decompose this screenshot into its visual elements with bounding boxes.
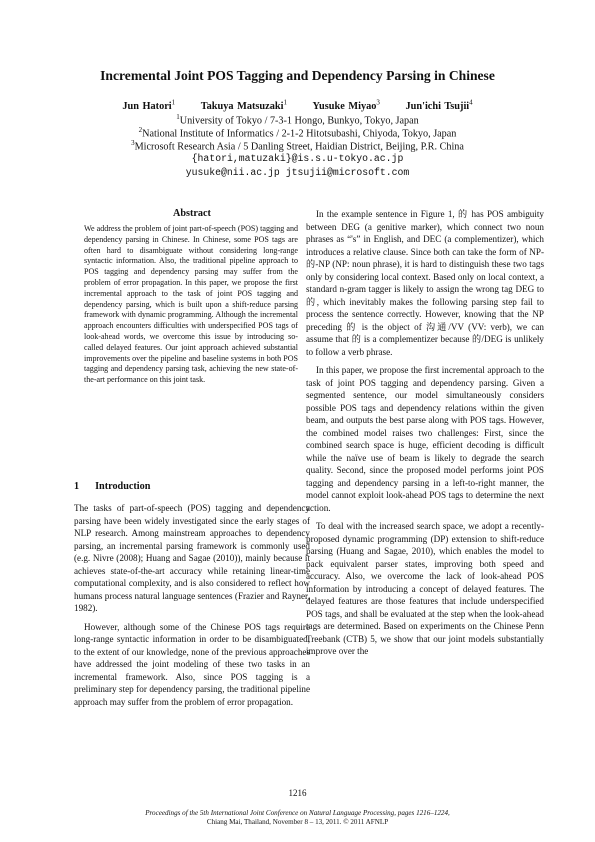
- page-number: 1216: [288, 788, 307, 798]
- abstract-heading: Abstract: [173, 208, 211, 219]
- paragraph: However, although some of the Chinese POS tags require long-range syntactic information in order to be disambiguated, to the extent of our knowledge, none of the previous approaches have addressed the joint modeling of these two tasks in an incremental framework. Also, since POS tagging is a preliminary step for dependency parsing, the traditional pipeline approach may suffer from the problem of error propagation.: [74, 621, 310, 707]
- proceedings-footer: [0, 809, 595, 827]
- paper-title: Incremental Joint POS Tagging and Dependency Parsing in Chinese: [100, 68, 495, 83]
- author: Jun Hatori$^1$: [122, 99, 176, 113]
- paragraph: In this paper, we propose the first incremental approach to the task of joint POS tagging and dependency parsing. Given a segmented sentence, our model simultaneously considers possible POS tags and dependency relations within the given beam, and outputs the best parse along with POS tags. However, the combined model raises two challenges: First, since the combined search space is huge, efficient decoding is difficult while the naïve use of beam is likely to degrade the search quality. Second, since the proposed model performs joint POS tagging and dependency parsing in a left-to-right manner, the model cannot exploit look-ahead POS tags to determine the next action.: [306, 365, 544, 513]
- paragraph: In the example sentence in Figure 1, 的 has POS ambiguity between DEG (a genitive marker), which connect two noun phrases as “'s” in English, and DEC (a complementizer), which introduces a relative clause. Since both can take the form of NP-的-NP (NP: noun phrase), it is hard to distinguish these two tags only by considering local context. Based only on local context, a standard n-gram tagger is likely to assign the wrong tag DEG to 的, which inevitably makes the following parsing step fail to process the sentence correctly. However, knowing that the NP preceding 的 is the object of 沟通/VV (VV: verb), we can assume that 的 is a complementizer because 的/DEG is unlikely to follow a verb phrase.: [306, 209, 544, 357]
- email-line: {hatori,matuzaki}@is.s.u-tokyo.ac.jp: [191, 153, 404, 164]
- right-column: [306, 208, 544, 658]
- footer-line: Proceedings of the 5th International Joint Conference on Natural Language Processing, pages 1216–1224,: [145, 809, 450, 817]
- affiliation: $^3$Microsoft Research Asia / 5 Danling Street, Haidian District, Beijing, P.R. China: [131, 139, 464, 153]
- footer-line: Chiang Mai, Thailand, November 8 – 13, 2011. © 2011 AFNLP: [206, 818, 389, 826]
- affiliation: $^1$University of Tokyo / 7-3-1 Hongo, Bunkyo, Tokyo, Japan: [176, 113, 419, 127]
- author: Takuya Matsuzaki$^1$: [200, 99, 287, 113]
- intro-column: [74, 502, 310, 708]
- section-heading: 1 Introduction: [74, 481, 151, 492]
- email-line: yusuke@nii.ac.jp jtsujii@microsoft.com: [185, 167, 410, 178]
- author: Yusuke Miyao$^3$: [312, 99, 380, 113]
- author: Jun'ichi Tsujii$^4$: [405, 99, 473, 113]
- author-list: [0, 99, 595, 112]
- paragraph: The tasks of part-of-speech (POS) tagging and dependency parsing have been widely investigated since the early stages of NLP research. Among mainstream approaches to dependency parsing, an incremental parsing framework is commonly used (e.g. Nivre (2008); Huang and Sagae (2010)), mainly because it achieves state-of-the-art accuracy while retaining linear-time computational complexity, and is also considered to reflect how humans process natural language sentences (Frazier and Rayner, 1982).: [74, 503, 310, 613]
- affiliation: $^2$National Institute of Informatics / 2-1-2 Hitotsubashi, Chiyoda, Tokyo, Japan: [138, 126, 457, 140]
- abstract-text: We address the problem of joint part-of-speech (POS) tagging and dependency parsing in Chinese. In Chinese, some POS tags are often hard to disambiguate without considering long-range syntactic information. Also, the traditional pipeline approach to POS tagging and dependency parsing may suffer from the problem of error propagation. In this paper, we propose the first incremental approach to the task of joint POS tagging and dependency parsing, which is built upon a shift-reduce parsing framework with dynamic programming. Although the incremental approach encounters difficulties with underspecified POS tags of look-ahead words, we overcome this issue by introducing so-called delayed features. Our joint approach achieved substantial improvements over the pipeline and baseline systems in both POS tagging and dependency parsing task, achieving the new state-of-the-art performance on this joint task.: [84, 224, 298, 385]
- paragraph: To deal with the increased search space, we adopt a recently-proposed dynamic programming (DP) extension to shift-reduce parsing (Huang and Sagae, 2010), which enables the model to pack equivalent parser states, improving both speed and accuracy. Also, we overcome the lack of look-ahead POS information by introducing a concept of delayed features. The delayed features are those features that include underspecified POS tags, and shall be evaluated at the step when the look-ahead tags are determined. Based on experiments on the Chinese Penn Treebank (CTB) 5, we show that our joint models substantially improve over the: [306, 521, 544, 656]
